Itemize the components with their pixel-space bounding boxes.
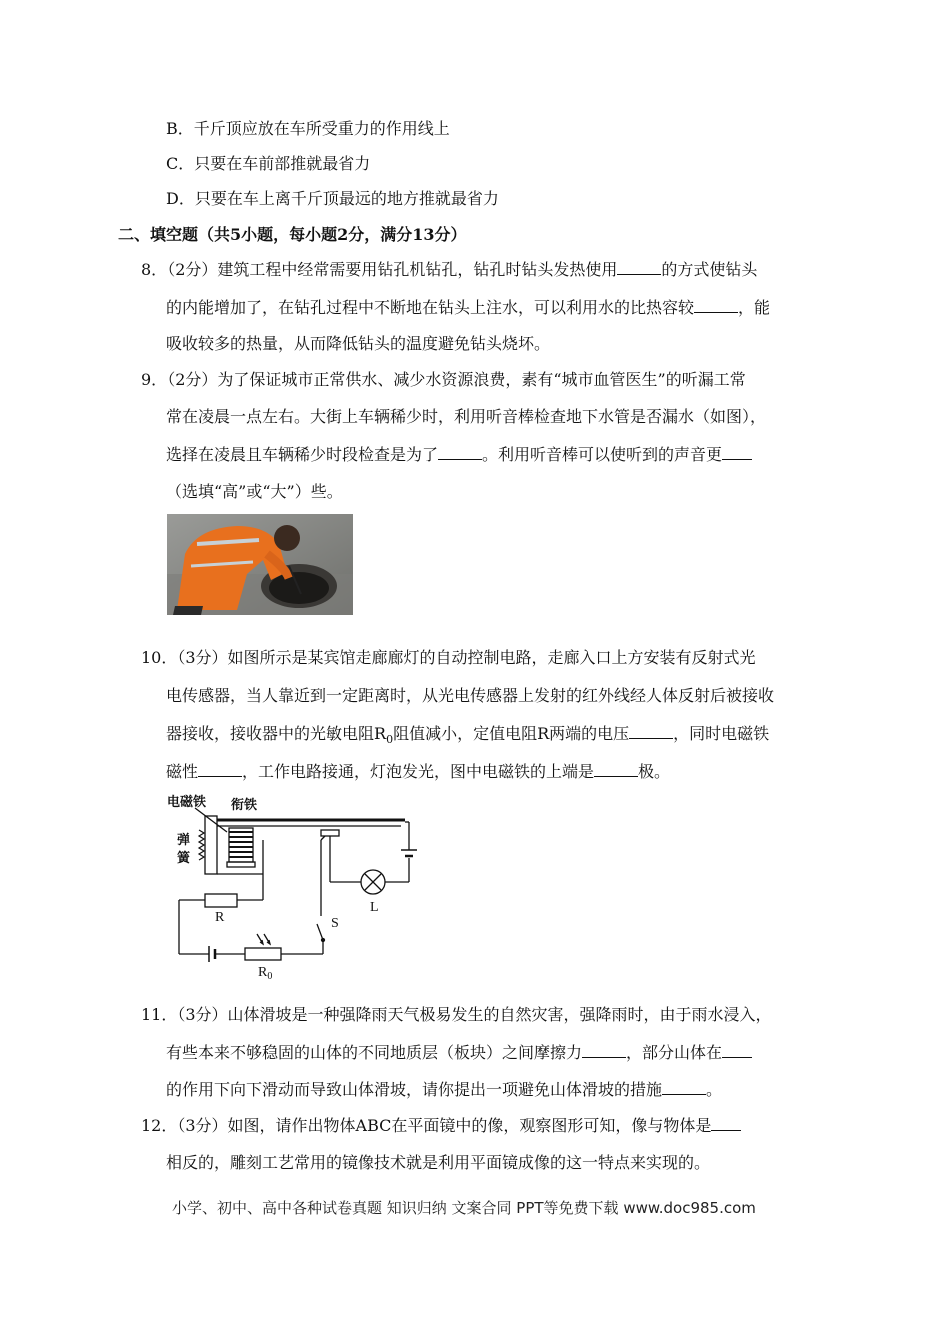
q11-text: （3分）山体滑坡是一种强降雨天气极易发生的自然灾害，强降雨时，由于雨水浸入， [177, 1005, 772, 1024]
q9-line4: （选填“高”或“大”）些。 [166, 482, 343, 501]
q12-line2: 相反的，雕刻工艺常用的镜像技术就是利用平面镜成像的这一特点来实现的。 [166, 1153, 711, 1172]
control-circuit-diagram [165, 790, 425, 980]
q11-text: 有些本来不够稳固的山体的不同地质层（板块）之间摩擦力 [166, 1043, 583, 1062]
q11-line2 [166, 1043, 752, 1063]
option-c: C．只要在车前部推就最省力 [166, 154, 371, 173]
q10-line1 [141, 648, 756, 668]
spring-label-1: 弹 [177, 833, 191, 848]
q10-text: 极。 [638, 762, 671, 781]
page-footer: 小学、初中、高中各种试卷真题 知识归纳 文案合同 PPT等免费下载 www.doc985.com [172, 1199, 756, 1217]
q11-line1 [141, 1005, 772, 1025]
q11-number: 11． [141, 1005, 178, 1024]
q10-line4 [166, 762, 670, 782]
photoresistor-label: $R_0$ [258, 965, 273, 980]
answer-blank [711, 1116, 741, 1131]
leak-detector-photo [167, 514, 353, 615]
q11-text: 。 [706, 1080, 723, 1099]
answer-blank [662, 1080, 706, 1095]
q8-text: （2分）建筑工程中经常需要用钻孔机钻孔，钻孔时钻头发热使用 [167, 260, 618, 279]
option-b: B．千斤顶应放在车所受重力的作用线上 [166, 119, 450, 138]
q8-text: 的内能增加了，在钻孔过程中不断地在钻头上注水，可以利用水的比热容较 [166, 298, 695, 317]
q9-line3 [166, 445, 752, 465]
switch-label: S [331, 916, 339, 931]
answer-blank [594, 762, 638, 777]
q9-text: 选择在凌晨且车辆稀少时段检查是为了 [166, 445, 439, 464]
answer-blank [722, 1043, 752, 1058]
answer-blank [438, 445, 482, 460]
q10-text: ，同时电磁铁 [673, 724, 770, 743]
resistor-label: R [215, 910, 225, 925]
answer-blank [694, 298, 738, 313]
q10-text: ，工作电路接通，灯泡发光，图中电磁铁的上端是 [242, 762, 595, 781]
q10-line3 [166, 724, 769, 750]
spring-label-2: 簧 [177, 851, 191, 866]
answer-blank [629, 724, 673, 739]
q9-number: 9． [141, 370, 168, 389]
q10-text: 磁性 [166, 762, 199, 781]
armature-label: 衔铁 [231, 798, 258, 813]
q9-text: （2分）为了保证城市正常供水、减少水资源浪费，素有“城市血管医生”的听漏工常 [167, 370, 746, 389]
q10-text: 阻值减小，定值电阻R两端的电压 [393, 724, 630, 743]
section-title: 二、填空题（共5小题，每小题2分，满分13分） [118, 225, 467, 244]
q10-text: （3分）如图所示是某宾馆走廊廊灯的自动控制电路，走廊入口上方安装有反射式光 [177, 648, 756, 667]
subscript: 0 [386, 733, 394, 747]
option-d: D．只要在车上离千斤顶最远的地方推就最省力 [166, 189, 499, 208]
electromagnet-label: 电磁铁 [167, 795, 207, 810]
q12-text: （3分）如图，请作出物体ABC在平面镜中的像，观察图形可知，像与物体是 [177, 1116, 712, 1135]
q11-text: ，部分山体在 [626, 1043, 723, 1062]
answer-blank [582, 1043, 626, 1058]
q10-text: 器接收，接收器中的光敏电阻R [166, 724, 387, 743]
q12-number: 12． [141, 1116, 178, 1135]
q8-text: 的方式使钻头 [661, 260, 758, 279]
q10-line2: 电传感器，当人靠近到一定距离时，从光电传感器上发射的红外线经人体反射后被接收 [166, 686, 775, 705]
answer-blank [617, 260, 661, 275]
answer-blank [198, 762, 242, 777]
q8-line2 [166, 298, 770, 318]
q9-line1 [141, 370, 746, 390]
q10-number: 10． [141, 648, 178, 667]
answer-blank [722, 445, 752, 460]
q8-line1 [141, 260, 757, 280]
q9-text: 。利用听音棒可以使听到的声音更 [482, 445, 723, 464]
q8-number: 8． [141, 260, 168, 279]
q8-text: ，能 [738, 298, 771, 317]
lamp-label: L [370, 900, 379, 915]
q8-line3: 吸收较多的热量，从而降低钻头的温度避免钻头烧坏。 [166, 334, 551, 353]
q9-line2: 常在凌晨一点左右。大街上车辆稀少时，利用听音棒检查地下水管是否漏水（如图）， [166, 407, 767, 426]
q11-line3 [166, 1080, 722, 1100]
q11-text: 的作用下向下滑动而导致山体滑坡，请你提出一项避免山体滑坡的措施 [166, 1080, 663, 1099]
q12-line1 [141, 1116, 741, 1136]
